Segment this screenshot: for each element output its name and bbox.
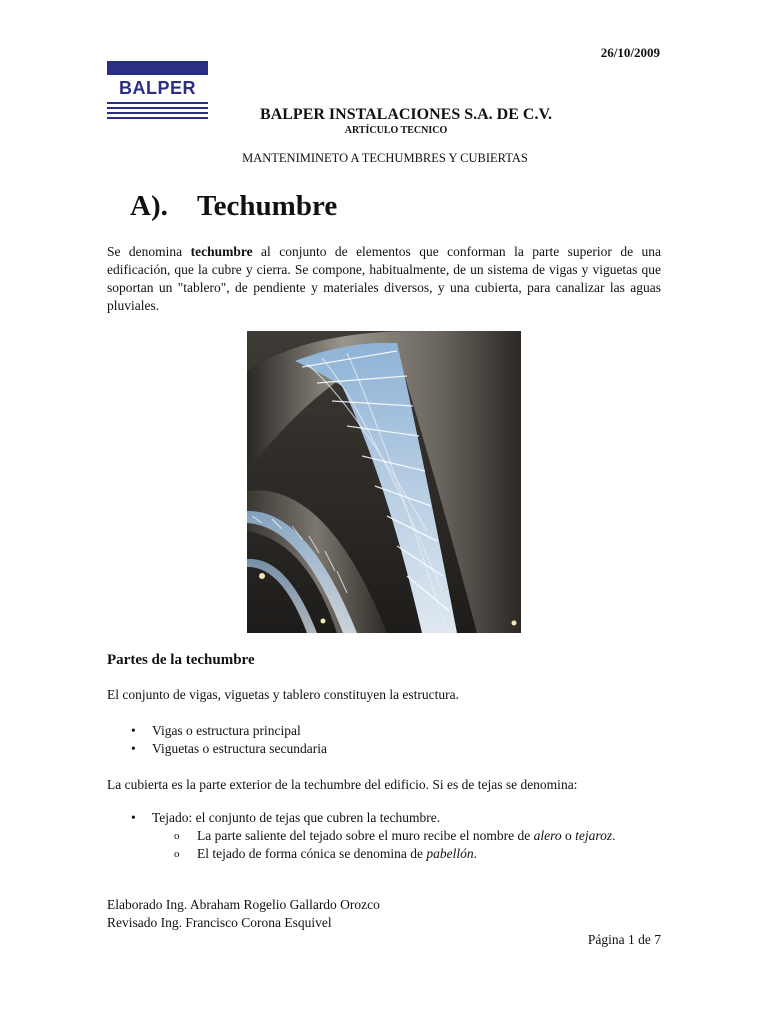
tejado-list	[131, 809, 652, 863]
footer-elaborado: Elaborado Ing. Abraham Rogelio Gallardo Orozco	[107, 897, 380, 912]
list-item-text: Tejado: el conjunto de tejas que cubren la techumbre.	[152, 810, 441, 825]
list-item	[131, 722, 327, 740]
logo-text: BALPER	[118, 78, 196, 98]
page-number: Página 1 de 7	[587, 932, 661, 947]
sublist-text: .	[473, 846, 478, 861]
list-item	[131, 809, 652, 863]
sublist-item	[152, 827, 652, 845]
parts-heading: Partes de la techumbre	[107, 652, 255, 668]
logo-bar	[107, 61, 208, 75]
logo-stripe	[107, 102, 208, 104]
document-title: MANTENIMINETO A TECHUMBRES Y CUBIERTAS	[242, 151, 528, 165]
document-date: 26/10/2009	[600, 45, 660, 60]
circle-bullet-icon: o	[174, 830, 180, 842]
sublist-text: .	[612, 828, 616, 843]
section-title: Techumbre	[197, 190, 338, 222]
sublist-text: o	[561, 828, 576, 843]
intro-text: al conjunto de elementos que conforman la parte superior de una edificación, que la cubre y cierra. Se compone, habitualmente, de un sistema de vigas y viguetas que soportan un "tablero", de pendiente y materiales diversos, y una cubierta, para canalizar las aguas pluviales.	[107, 244, 661, 313]
sublist-text: La parte saliente del tejado sobre el muro recibe el nombre de	[197, 828, 534, 843]
list-item	[131, 740, 327, 758]
intro-text: Se denomina	[107, 244, 191, 259]
cover-paragraph: La cubierta es la parte exterior de la techumbre del edificio. Si es de tejas se denomina:	[107, 777, 578, 792]
term-tejaroz: tejaroz	[575, 828, 613, 843]
term-pabellon: pabellón	[426, 846, 474, 861]
section-number: A).	[130, 190, 168, 222]
intro-term: techumbre	[190, 244, 253, 259]
structure-paragraph: El conjunto de vigas, viguetas y tablero constituyen la estructura.	[107, 687, 460, 702]
circle-bullet-icon: o	[174, 848, 180, 860]
section-heading	[130, 190, 337, 223]
sublist-text: El tejado de forma cónica se denomina de	[197, 846, 427, 861]
company-name: BALPER INSTALACIONES S.A. DE C.V.	[260, 106, 552, 123]
list-item-text: Viguetas o estructura secundaria	[152, 741, 327, 756]
term-alero: alero	[533, 828, 562, 843]
footer-revisado: Revisado Ing. Francisco Corona Esquivel	[107, 915, 332, 930]
sublist-item	[152, 845, 652, 863]
intro-paragraph	[107, 243, 661, 315]
bullet-icon: •	[131, 810, 136, 825]
bullet-icon: •	[131, 741, 136, 756]
article-label: ARTÍCULO TECNICO	[344, 125, 448, 136]
structure-list	[131, 722, 327, 758]
roof-photo	[247, 331, 521, 633]
tejado-sublist	[152, 827, 652, 863]
bullet-icon: •	[131, 723, 136, 738]
list-item-text: Vigas o estructura principal	[152, 723, 301, 738]
